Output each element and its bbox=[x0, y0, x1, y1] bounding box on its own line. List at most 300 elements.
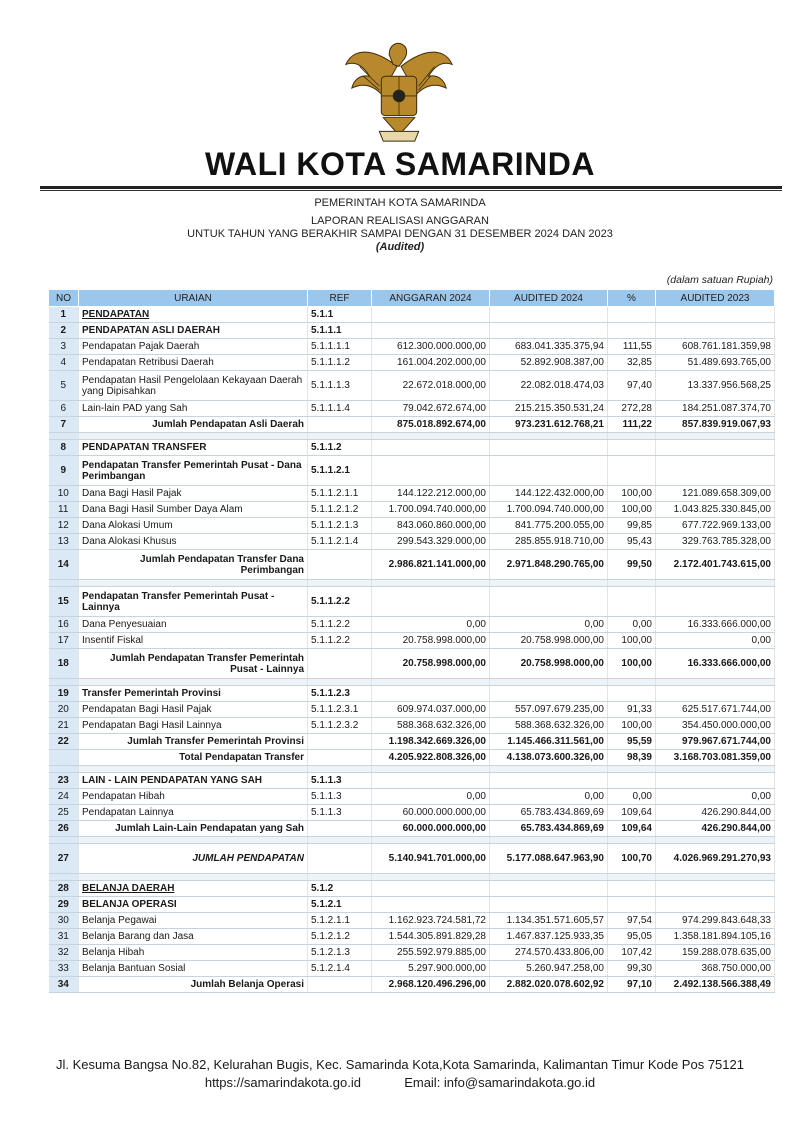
table-row bbox=[49, 371, 775, 401]
col-uraian-header: URAIAN bbox=[79, 290, 308, 307]
spacer-cell bbox=[79, 433, 308, 440]
row-audited-2023-cell: 16.333.666.000,00 bbox=[656, 617, 775, 633]
row-audited-2023-cell: 16.333.666.000,00 bbox=[656, 649, 775, 679]
row-uraian-cell: Dana Bagi Hasil Sumber Daya Alam bbox=[79, 502, 308, 518]
row-no-cell: 28 bbox=[49, 881, 79, 897]
row-uraian-cell: Jumlah Belanja Operasi bbox=[79, 977, 308, 993]
spacer-cell bbox=[79, 874, 308, 881]
row-audited-2023-cell: 625.517.671.744,00 bbox=[656, 702, 775, 718]
row-ref-cell: 5.1.2.1.2 bbox=[308, 929, 372, 945]
spacer-cell bbox=[79, 766, 308, 773]
table-row bbox=[49, 323, 775, 339]
row-audited-2024-cell bbox=[490, 307, 608, 323]
row-ref-cell bbox=[308, 417, 372, 433]
row-uraian-cell: Transfer Pemerintah Provinsi bbox=[79, 686, 308, 702]
row-audited-2024-cell bbox=[490, 456, 608, 486]
row-ref-cell: 5.1.2.1.1 bbox=[308, 913, 372, 929]
row-audited-2023-cell: 159.288.078.635,00 bbox=[656, 945, 775, 961]
row-no-cell: 8 bbox=[49, 440, 79, 456]
row-audited-2024-cell: 0,00 bbox=[490, 789, 608, 805]
table-header-row bbox=[49, 290, 775, 307]
row-ref-cell bbox=[308, 750, 372, 766]
row-percent-cell: 100,00 bbox=[608, 486, 656, 502]
row-percent-cell bbox=[608, 440, 656, 456]
table-row bbox=[49, 550, 775, 580]
spacer-cell bbox=[49, 433, 79, 440]
row-uraian-cell: Pendapatan Bagi Hasil Pajak bbox=[79, 702, 308, 718]
col-anggaran-2024-header: ANGGARAN 2024 bbox=[372, 290, 490, 307]
row-no-cell: 12 bbox=[49, 518, 79, 534]
row-audited-2023-cell: 857.839.919.067,93 bbox=[656, 417, 775, 433]
spacer-cell bbox=[372, 580, 490, 587]
row-uraian-cell: Dana Bagi Hasil Pajak bbox=[79, 486, 308, 502]
row-no-cell: 15 bbox=[49, 587, 79, 617]
table-row bbox=[49, 773, 775, 789]
row-audited-2023-cell: 121.089.658.309,00 bbox=[656, 486, 775, 502]
table-row bbox=[49, 929, 775, 945]
row-uraian-cell: Pendapatan Hibah bbox=[79, 789, 308, 805]
row-audited-2023-cell: 0,00 bbox=[656, 789, 775, 805]
table-row bbox=[49, 897, 775, 913]
header-rule-thin bbox=[40, 190, 782, 191]
table-row bbox=[49, 805, 775, 821]
spacer-row bbox=[49, 679, 775, 686]
row-audited-2024-cell: 5.177.088.647.963,90 bbox=[490, 844, 608, 874]
row-no-cell: 9 bbox=[49, 456, 79, 486]
row-ref-cell bbox=[308, 550, 372, 580]
row-no-cell: 6 bbox=[49, 401, 79, 417]
row-percent-cell: 99,85 bbox=[608, 518, 656, 534]
spacer-cell bbox=[308, 679, 372, 686]
spacer-row bbox=[49, 874, 775, 881]
row-percent-cell: 95,59 bbox=[608, 734, 656, 750]
spacer-cell bbox=[308, 433, 372, 440]
spacer-cell bbox=[308, 580, 372, 587]
spacer-cell bbox=[490, 580, 608, 587]
row-audited-2024-cell: 144.122.432.000,00 bbox=[490, 486, 608, 502]
row-anggaran-2024-cell bbox=[372, 686, 490, 702]
row-audited-2023-cell: 354.450.000.000,00 bbox=[656, 718, 775, 734]
col-percent-header: % bbox=[608, 290, 656, 307]
spacer-cell bbox=[308, 766, 372, 773]
row-no-cell: 26 bbox=[49, 821, 79, 837]
row-audited-2023-cell: 184.251.087.374,70 bbox=[656, 401, 775, 417]
row-uraian-cell: Jumlah Lain-Lain Pendapatan yang Sah bbox=[79, 821, 308, 837]
row-anggaran-2024-cell: 2.986.821.141.000,00 bbox=[372, 550, 490, 580]
col-audited-2024-header: AUDITED 2024 bbox=[490, 290, 608, 307]
table-row bbox=[49, 456, 775, 486]
row-audited-2024-cell: 215.215.350.531,24 bbox=[490, 401, 608, 417]
row-percent-cell bbox=[608, 307, 656, 323]
row-no-cell: 11 bbox=[49, 502, 79, 518]
spacer-cell bbox=[656, 580, 775, 587]
row-percent-cell: 109,64 bbox=[608, 805, 656, 821]
row-audited-2023-cell: 0,00 bbox=[656, 633, 775, 649]
row-audited-2024-cell bbox=[490, 881, 608, 897]
row-percent-cell: 107,42 bbox=[608, 945, 656, 961]
row-no-cell: 22 bbox=[49, 734, 79, 750]
row-ref-cell: 5.1.1.3 bbox=[308, 805, 372, 821]
row-anggaran-2024-cell: 20.758.998.000,00 bbox=[372, 649, 490, 679]
row-anggaran-2024-cell bbox=[372, 897, 490, 913]
spacer-cell bbox=[490, 766, 608, 773]
row-anggaran-2024-cell: 5.297.900.000,00 bbox=[372, 961, 490, 977]
row-ref-cell: 5.1.1.2.2 bbox=[308, 633, 372, 649]
row-percent-cell: 0,00 bbox=[608, 789, 656, 805]
row-no-cell: 29 bbox=[49, 897, 79, 913]
row-audited-2023-cell bbox=[656, 456, 775, 486]
row-audited-2023-cell: 979.967.671.744,00 bbox=[656, 734, 775, 750]
row-uraian-cell: Pendapatan Bagi Hasil Lainnya bbox=[79, 718, 308, 734]
row-ref-cell: 5.1.1.3 bbox=[308, 789, 372, 805]
row-percent-cell: 100,00 bbox=[608, 502, 656, 518]
row-audited-2024-cell: 841.775.200.055,00 bbox=[490, 518, 608, 534]
table-row bbox=[49, 633, 775, 649]
spacer-cell bbox=[79, 679, 308, 686]
spacer-cell bbox=[372, 837, 490, 844]
table-row bbox=[49, 844, 775, 874]
spacer-cell bbox=[490, 679, 608, 686]
spacer-row bbox=[49, 837, 775, 844]
table-row bbox=[49, 750, 775, 766]
table-row bbox=[49, 945, 775, 961]
row-uraian-cell: PENDAPATAN ASLI DAERAH bbox=[79, 323, 308, 339]
row-audited-2024-cell bbox=[490, 897, 608, 913]
row-anggaran-2024-cell: 299.543.329.000,00 bbox=[372, 534, 490, 550]
row-percent-cell: 111,22 bbox=[608, 417, 656, 433]
row-audited-2023-cell: 974.299.843.648,33 bbox=[656, 913, 775, 929]
table-row bbox=[49, 307, 775, 323]
row-no-cell bbox=[49, 750, 79, 766]
row-no-cell: 31 bbox=[49, 929, 79, 945]
row-uraian-cell: Lain-lain PAD yang Sah bbox=[79, 401, 308, 417]
row-no-cell: 3 bbox=[49, 339, 79, 355]
table-row bbox=[49, 734, 775, 750]
table-row bbox=[49, 977, 775, 993]
table-row bbox=[49, 961, 775, 977]
row-ref-cell bbox=[308, 977, 372, 993]
row-anggaran-2024-cell: 2.968.120.496.296,00 bbox=[372, 977, 490, 993]
row-audited-2023-cell: 608.761.181.359,98 bbox=[656, 339, 775, 355]
spacer-cell bbox=[656, 874, 775, 881]
row-audited-2023-cell: 2.172.401.743.615,00 bbox=[656, 550, 775, 580]
row-ref-cell: 5.1.1.2.2 bbox=[308, 587, 372, 617]
row-audited-2024-cell: 5.260.947.258,00 bbox=[490, 961, 608, 977]
report-period: UNTUK TAHUN YANG BERAKHIR SAMPAI DENGAN 31 DESEMBER 2024 DAN 2023 bbox=[187, 228, 613, 240]
row-audited-2023-cell: 677.722.969.133,00 bbox=[656, 518, 775, 534]
spacer-row bbox=[49, 433, 775, 440]
row-ref-cell: 5.1.1.2.1.1 bbox=[308, 486, 372, 502]
row-percent-cell: 99,50 bbox=[608, 550, 656, 580]
spacer-cell bbox=[308, 837, 372, 844]
table-row bbox=[49, 339, 775, 355]
row-uraian-cell: Dana Alokasi Umum bbox=[79, 518, 308, 534]
spacer-cell bbox=[372, 766, 490, 773]
row-uraian-cell: Belanja Pegawai bbox=[79, 913, 308, 929]
row-audited-2024-cell: 557.097.679.235,00 bbox=[490, 702, 608, 718]
row-audited-2024-cell: 22.082.018.474,03 bbox=[490, 371, 608, 401]
row-no-cell: 24 bbox=[49, 789, 79, 805]
row-ref-cell bbox=[308, 821, 372, 837]
spacer-cell bbox=[656, 433, 775, 440]
row-percent-cell: 95,05 bbox=[608, 929, 656, 945]
row-ref-cell: 5.1.1.2.3 bbox=[308, 686, 372, 702]
row-audited-2024-cell: 65.783.434.869,69 bbox=[490, 805, 608, 821]
row-ref-cell: 5.1.2.1.4 bbox=[308, 961, 372, 977]
row-percent-cell: 109,64 bbox=[608, 821, 656, 837]
row-audited-2024-cell: 285.855.918.710,00 bbox=[490, 534, 608, 550]
row-no-cell: 34 bbox=[49, 977, 79, 993]
table-body bbox=[49, 307, 775, 993]
currency-unit-note: (dalam satuan Rupiah) bbox=[666, 274, 773, 286]
row-audited-2024-cell: 1.700.094.740.000,00 bbox=[490, 502, 608, 518]
table-row bbox=[49, 440, 775, 456]
row-no-cell: 20 bbox=[49, 702, 79, 718]
row-no-cell: 19 bbox=[49, 686, 79, 702]
table-row bbox=[49, 355, 775, 371]
row-anggaran-2024-cell: 60.000.000.000,00 bbox=[372, 821, 490, 837]
row-anggaran-2024-cell: 843.060.860.000,00 bbox=[372, 518, 490, 534]
row-audited-2024-cell: 1.467.837.125.933,35 bbox=[490, 929, 608, 945]
row-ref-cell: 5.1.1.3 bbox=[308, 773, 372, 789]
header-rule bbox=[40, 186, 782, 189]
row-uraian-cell: Jumlah Pendapatan Transfer Pemerintah Pusat - Lainnya bbox=[79, 649, 308, 679]
row-percent-cell: 97,10 bbox=[608, 977, 656, 993]
row-audited-2024-cell bbox=[490, 686, 608, 702]
row-no-cell: 25 bbox=[49, 805, 79, 821]
row-anggaran-2024-cell: 612.300.000.000,00 bbox=[372, 339, 490, 355]
row-audited-2023-cell: 4.026.969.291.270,93 bbox=[656, 844, 775, 874]
spacer-cell bbox=[372, 433, 490, 440]
row-uraian-cell: PENDAPATAN bbox=[79, 307, 308, 323]
row-audited-2023-cell bbox=[656, 897, 775, 913]
row-anggaran-2024-cell: 161.004.202.000,00 bbox=[372, 355, 490, 371]
row-uraian-cell: BELANJA OPERASI bbox=[79, 897, 308, 913]
row-anggaran-2024-cell bbox=[372, 456, 490, 486]
row-audited-2023-cell bbox=[656, 773, 775, 789]
row-no-cell: 7 bbox=[49, 417, 79, 433]
garuda-emblem-icon bbox=[340, 36, 458, 148]
row-no-cell: 18 bbox=[49, 649, 79, 679]
row-percent-cell: 95,43 bbox=[608, 534, 656, 550]
table-row bbox=[49, 649, 775, 679]
row-anggaran-2024-cell: 255.592.979.885,00 bbox=[372, 945, 490, 961]
government-name: PEMERINTAH KOTA SAMARINDA bbox=[314, 197, 486, 209]
row-uraian-cell: Insentif Fiskal bbox=[79, 633, 308, 649]
row-ref-cell: 5.1.1 bbox=[308, 307, 372, 323]
row-percent-cell bbox=[608, 323, 656, 339]
table-row bbox=[49, 617, 775, 633]
row-ref-cell: 5.1.1.2.1.2 bbox=[308, 502, 372, 518]
row-percent-cell: 0,00 bbox=[608, 617, 656, 633]
table-row bbox=[49, 502, 775, 518]
row-percent-cell: 100,00 bbox=[608, 633, 656, 649]
row-no-cell: 33 bbox=[49, 961, 79, 977]
row-audited-2023-cell: 1.358.181.894.105,16 bbox=[656, 929, 775, 945]
row-anggaran-2024-cell: 875.018.892.674,00 bbox=[372, 417, 490, 433]
row-audited-2023-cell: 1.043.825.330.845,00 bbox=[656, 502, 775, 518]
table-row bbox=[49, 587, 775, 617]
row-anggaran-2024-cell: 20.758.998.000,00 bbox=[372, 633, 490, 649]
office-title: WALI KOTA SAMARINDA bbox=[205, 146, 595, 182]
table-row bbox=[49, 702, 775, 718]
table-row bbox=[49, 486, 775, 502]
row-audited-2023-cell bbox=[656, 307, 775, 323]
row-percent-cell bbox=[608, 686, 656, 702]
spacer-cell bbox=[490, 837, 608, 844]
row-audited-2024-cell: 683.041.335.375,94 bbox=[490, 339, 608, 355]
spacer-cell bbox=[608, 874, 656, 881]
row-audited-2024-cell: 20.758.998.000,00 bbox=[490, 633, 608, 649]
spacer-cell bbox=[308, 874, 372, 881]
row-ref-cell: 5.1.1.2.3.2 bbox=[308, 718, 372, 734]
row-percent-cell: 111,55 bbox=[608, 339, 656, 355]
row-percent-cell: 98,39 bbox=[608, 750, 656, 766]
row-anggaran-2024-cell bbox=[372, 323, 490, 339]
row-uraian-cell: PENDAPATAN TRANSFER bbox=[79, 440, 308, 456]
row-no-cell: 27 bbox=[49, 844, 79, 874]
table-row bbox=[49, 518, 775, 534]
row-uraian-cell: Total Pendapatan Transfer bbox=[79, 750, 308, 766]
footer-address: Jl. Kesuma Bangsa No.82, Kelurahan Bugis, Kec. Samarinda Kota,Kota Samarinda, Kalimantan Timur Kode Pos 75121 bbox=[56, 1057, 744, 1072]
row-audited-2024-cell: 4.138.073.600.326,00 bbox=[490, 750, 608, 766]
row-anggaran-2024-cell: 22.672.018.000,00 bbox=[372, 371, 490, 401]
row-audited-2024-cell: 65.783.434.869,69 bbox=[490, 821, 608, 837]
footer-email[interactable]: Email: info@samarindakota.go.id bbox=[404, 1075, 596, 1090]
row-ref-cell: 5.1.1.1.2 bbox=[308, 355, 372, 371]
row-audited-2023-cell: 426.290.844,00 bbox=[656, 821, 775, 837]
footer-website[interactable]: https://samarindakota.go.id bbox=[204, 1075, 361, 1090]
row-anggaran-2024-cell bbox=[372, 773, 490, 789]
row-audited-2024-cell: 1.145.466.311.561,00 bbox=[490, 734, 608, 750]
spacer-cell bbox=[608, 766, 656, 773]
row-audited-2023-cell: 368.750.000,00 bbox=[656, 961, 775, 977]
row-no-cell: 32 bbox=[49, 945, 79, 961]
col-audited-2023-header: AUDITED 2023 bbox=[656, 290, 775, 307]
row-uraian-cell: Jumlah Transfer Pemerintah Provinsi bbox=[79, 734, 308, 750]
row-ref-cell bbox=[308, 844, 372, 874]
row-percent-cell bbox=[608, 881, 656, 897]
spacer-cell bbox=[608, 580, 656, 587]
row-ref-cell: 5.1.1.2.1 bbox=[308, 456, 372, 486]
row-ref-cell: 5.1.1.2.1.4 bbox=[308, 534, 372, 550]
row-percent-cell: 97,40 bbox=[608, 371, 656, 401]
row-anggaran-2024-cell: 588.368.632.326,00 bbox=[372, 718, 490, 734]
row-anggaran-2024-cell: 0,00 bbox=[372, 617, 490, 633]
footer-contact bbox=[0, 1075, 800, 1090]
row-audited-2023-cell: 426.290.844,00 bbox=[656, 805, 775, 821]
spacer-cell bbox=[656, 766, 775, 773]
row-anggaran-2024-cell: 60.000.000.000,00 bbox=[372, 805, 490, 821]
row-anggaran-2024-cell: 0,00 bbox=[372, 789, 490, 805]
row-ref-cell bbox=[308, 649, 372, 679]
row-percent-cell: 100,70 bbox=[608, 844, 656, 874]
row-ref-cell: 5.1.2.1 bbox=[308, 897, 372, 913]
row-uraian-cell: BELANJA DAERAH bbox=[79, 881, 308, 897]
row-ref-cell: 5.1.2 bbox=[308, 881, 372, 897]
table-row bbox=[49, 821, 775, 837]
row-percent-cell: 100,00 bbox=[608, 649, 656, 679]
row-audited-2023-cell: 2.492.138.566.388,49 bbox=[656, 977, 775, 993]
row-ref-cell: 5.1.1.2.1.3 bbox=[308, 518, 372, 534]
spacer-cell bbox=[490, 433, 608, 440]
row-ref-cell bbox=[308, 734, 372, 750]
row-anggaran-2024-cell: 1.198.342.669.326,00 bbox=[372, 734, 490, 750]
row-audited-2024-cell: 52.892.908.387,00 bbox=[490, 355, 608, 371]
row-anggaran-2024-cell: 5.140.941.701.000,00 bbox=[372, 844, 490, 874]
row-uraian-cell: Pendapatan Lainnya bbox=[79, 805, 308, 821]
row-uraian-cell: JUMLAH PENDAPATAN bbox=[79, 844, 308, 874]
spacer-cell bbox=[608, 433, 656, 440]
row-audited-2023-cell bbox=[656, 686, 775, 702]
row-audited-2023-cell bbox=[656, 323, 775, 339]
row-audited-2024-cell bbox=[490, 587, 608, 617]
spacer-cell bbox=[49, 837, 79, 844]
row-audited-2024-cell: 274.570.433.806,00 bbox=[490, 945, 608, 961]
row-no-cell: 10 bbox=[49, 486, 79, 502]
spacer-cell bbox=[656, 837, 775, 844]
row-audited-2023-cell: 3.168.703.081.359,00 bbox=[656, 750, 775, 766]
row-percent-cell: 99,30 bbox=[608, 961, 656, 977]
row-uraian-cell: Pendapatan Retribusi Daerah bbox=[79, 355, 308, 371]
table-row bbox=[49, 401, 775, 417]
spacer-cell bbox=[490, 874, 608, 881]
row-percent-cell: 91,33 bbox=[608, 702, 656, 718]
row-audited-2024-cell: 973.231.612.768,21 bbox=[490, 417, 608, 433]
spacer-cell bbox=[372, 679, 490, 686]
table-row bbox=[49, 718, 775, 734]
row-anggaran-2024-cell bbox=[372, 307, 490, 323]
row-no-cell: 5 bbox=[49, 371, 79, 401]
table-row bbox=[49, 417, 775, 433]
row-uraian-cell: LAIN - LAIN PENDAPATAN YANG SAH bbox=[79, 773, 308, 789]
row-percent-cell bbox=[608, 773, 656, 789]
row-ref-cell: 5.1.1.1.3 bbox=[308, 371, 372, 401]
row-ref-cell: 5.1.1.1.1 bbox=[308, 339, 372, 355]
row-anggaran-2024-cell: 144.122.212.000,00 bbox=[372, 486, 490, 502]
row-uraian-cell: Belanja Hibah bbox=[79, 945, 308, 961]
row-percent-cell: 32,85 bbox=[608, 355, 656, 371]
row-uraian-cell: Pendapatan Transfer Pemerintah Pusat - Dana Perimbangan bbox=[79, 456, 308, 486]
col-no-header: NO bbox=[49, 290, 79, 307]
row-ref-cell: 5.1.2.1.3 bbox=[308, 945, 372, 961]
table-row bbox=[49, 686, 775, 702]
row-uraian-cell: Jumlah Pendapatan Asli Daerah bbox=[79, 417, 308, 433]
row-uraian-cell: Pendapatan Transfer Pemerintah Pusat - Lainnya bbox=[79, 587, 308, 617]
table-row bbox=[49, 881, 775, 897]
row-audited-2024-cell: 20.758.998.000,00 bbox=[490, 649, 608, 679]
row-audited-2024-cell: 2.882.020.078.602,92 bbox=[490, 977, 608, 993]
row-percent-cell bbox=[608, 587, 656, 617]
spacer-cell bbox=[49, 874, 79, 881]
row-audited-2023-cell: 13.337.956.568,25 bbox=[656, 371, 775, 401]
row-anggaran-2024-cell: 1.544.305.891.829,28 bbox=[372, 929, 490, 945]
spacer-cell bbox=[608, 679, 656, 686]
row-audited-2024-cell: 0,00 bbox=[490, 617, 608, 633]
row-anggaran-2024-cell: 4.205.922.808.326,00 bbox=[372, 750, 490, 766]
spacer-cell bbox=[79, 837, 308, 844]
row-percent-cell bbox=[608, 456, 656, 486]
row-anggaran-2024-cell: 1.162.923.724.581,72 bbox=[372, 913, 490, 929]
row-audited-2023-cell bbox=[656, 587, 775, 617]
spacer-cell bbox=[372, 874, 490, 881]
row-ref-cell: 5.1.1.1 bbox=[308, 323, 372, 339]
spacer-cell bbox=[79, 580, 308, 587]
row-audited-2024-cell: 2.971.848.290.765,00 bbox=[490, 550, 608, 580]
budget-realization-table bbox=[48, 289, 775, 993]
spacer-cell bbox=[608, 837, 656, 844]
table-row bbox=[49, 789, 775, 805]
